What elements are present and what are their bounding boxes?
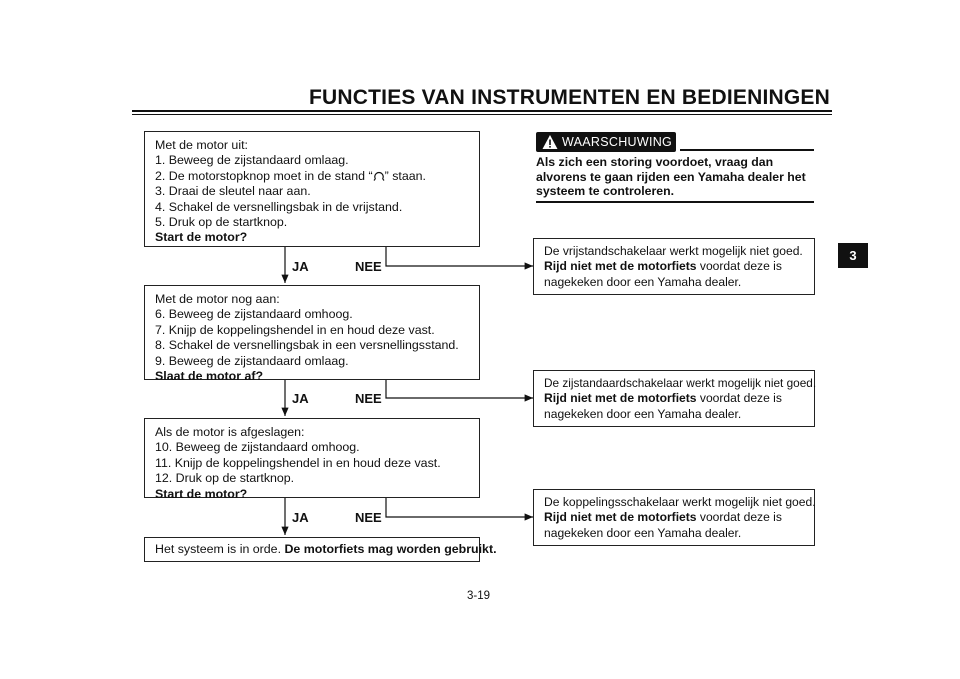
step1-line-stop-switch: 2. De motorstopknop moet in de stand “ ” staan. (155, 168, 426, 183)
page-title: FUNCTIES VAN INSTRUMENTEN EN BEDIENINGEN (309, 86, 830, 109)
chapter-tab: 3 (838, 243, 868, 268)
step3-question: Start de motor? (155, 486, 248, 501)
step2-line: 9. Beweeg de zijstandaard omlaag. (155, 353, 349, 368)
step3-line: 12. Druk op de startknop. (155, 471, 295, 486)
step1-line: 1. Beweeg de zijstandaard omlaag. (155, 153, 349, 168)
fault3-line: nagekeken door een Yamaha dealer. (544, 525, 742, 540)
final-text-bold: De motorfiets mag worden gebruikt. (284, 542, 497, 556)
step1-question: Start de motor? (155, 230, 248, 245)
warning-icon (542, 134, 558, 150)
fault3-box: De koppelingsschakelaar werkt mogelijk niet goed. Rijd niet met de motorfiets voordat deze is nagekeken door een Yamaha dealer. (533, 489, 815, 546)
step2-line: 8. Schakel de versnellingsbak in een versnellingsstand. (155, 338, 459, 353)
yes-label: JA (292, 259, 309, 274)
warning-label: WAARSCHUWING (562, 135, 673, 149)
warning-header-rule (680, 149, 814, 151)
final-text: Het systeem is in orde. (155, 542, 285, 556)
step2-box (144, 285, 480, 384)
fault3-line: De koppelingsschakelaar werkt mogelijk niet goed. (544, 495, 816, 509)
fault1-warning: Rijd niet met de motorfiets (544, 259, 697, 274)
fault2-line: nagekeken door een Yamaha dealer. (544, 406, 742, 421)
fault2-line: De zijstandaardschakelaar werkt mogelijk niet goed. (544, 376, 817, 390)
yes-label: JA (292, 510, 309, 525)
step2-question: Slaat de motor af? (155, 369, 264, 384)
fault2-box: De zijstandaardschakelaar werkt mogelijk niet goed. Rijd niet met de motorfiets voordat deze is nagekeken door een Yamaha dealer. (533, 370, 815, 427)
fault2-warning: Rijd niet met de motorfiets (544, 391, 697, 406)
final-box (144, 537, 497, 562)
step1-line: 4. Schakel de versnellingsbak in de vrijstand. (155, 199, 403, 214)
step3-box (144, 418, 480, 501)
step1-line: Met de motor uit: (155, 138, 248, 152)
step2-line: 6. Beweeg de zijstandaard omhoog. (155, 307, 353, 322)
fault1-line: De vrijstandschakelaar werkt mogelijk niet goed. (544, 244, 803, 258)
step2-line: 7. Knijp de koppelingshendel in en houd deze vast. (155, 322, 435, 337)
no-label: NEE (355, 259, 382, 274)
yes-label: JA (292, 391, 309, 406)
warning-text: Als zich een storing voordoet, vraag dan alvorens te gaan rijden een Yamaha dealer het systeem te controleren. (536, 155, 806, 199)
step1-box (144, 131, 480, 247)
page-number: 3-19 (467, 590, 491, 602)
fault1-line: nagekeken door een Yamaha dealer. (544, 274, 742, 289)
fault3-warning: Rijd niet met de motorfiets (544, 510, 697, 525)
step3-line: 10. Beweeg de zijstandaard omhoog. (155, 440, 360, 455)
engine-run-icon (373, 170, 385, 181)
warning-badge (536, 132, 676, 152)
step3-line: 11. Knijp de koppelingshendel in en houd deze vast. (155, 455, 441, 470)
step2-line: Met de motor nog aan: (155, 292, 280, 306)
arrow-step1-to-fault1 (386, 246, 533, 266)
warning-bottom-rule (536, 201, 814, 203)
no-label: NEE (355, 510, 382, 525)
step1-line: 5. Druk op de startknop. (155, 215, 288, 230)
fault1-box: De vrijstandschakelaar werkt mogelijk niet goed. Rijd niet met de motorfiets voordat deze is nagekeken door een Yamaha dealer. (533, 238, 815, 295)
step1-line: 3. Draai de sleutel naar aan. (155, 184, 311, 199)
no-label: NEE (355, 391, 382, 406)
step3-line: Als de motor is afgeslagen: (155, 425, 305, 439)
